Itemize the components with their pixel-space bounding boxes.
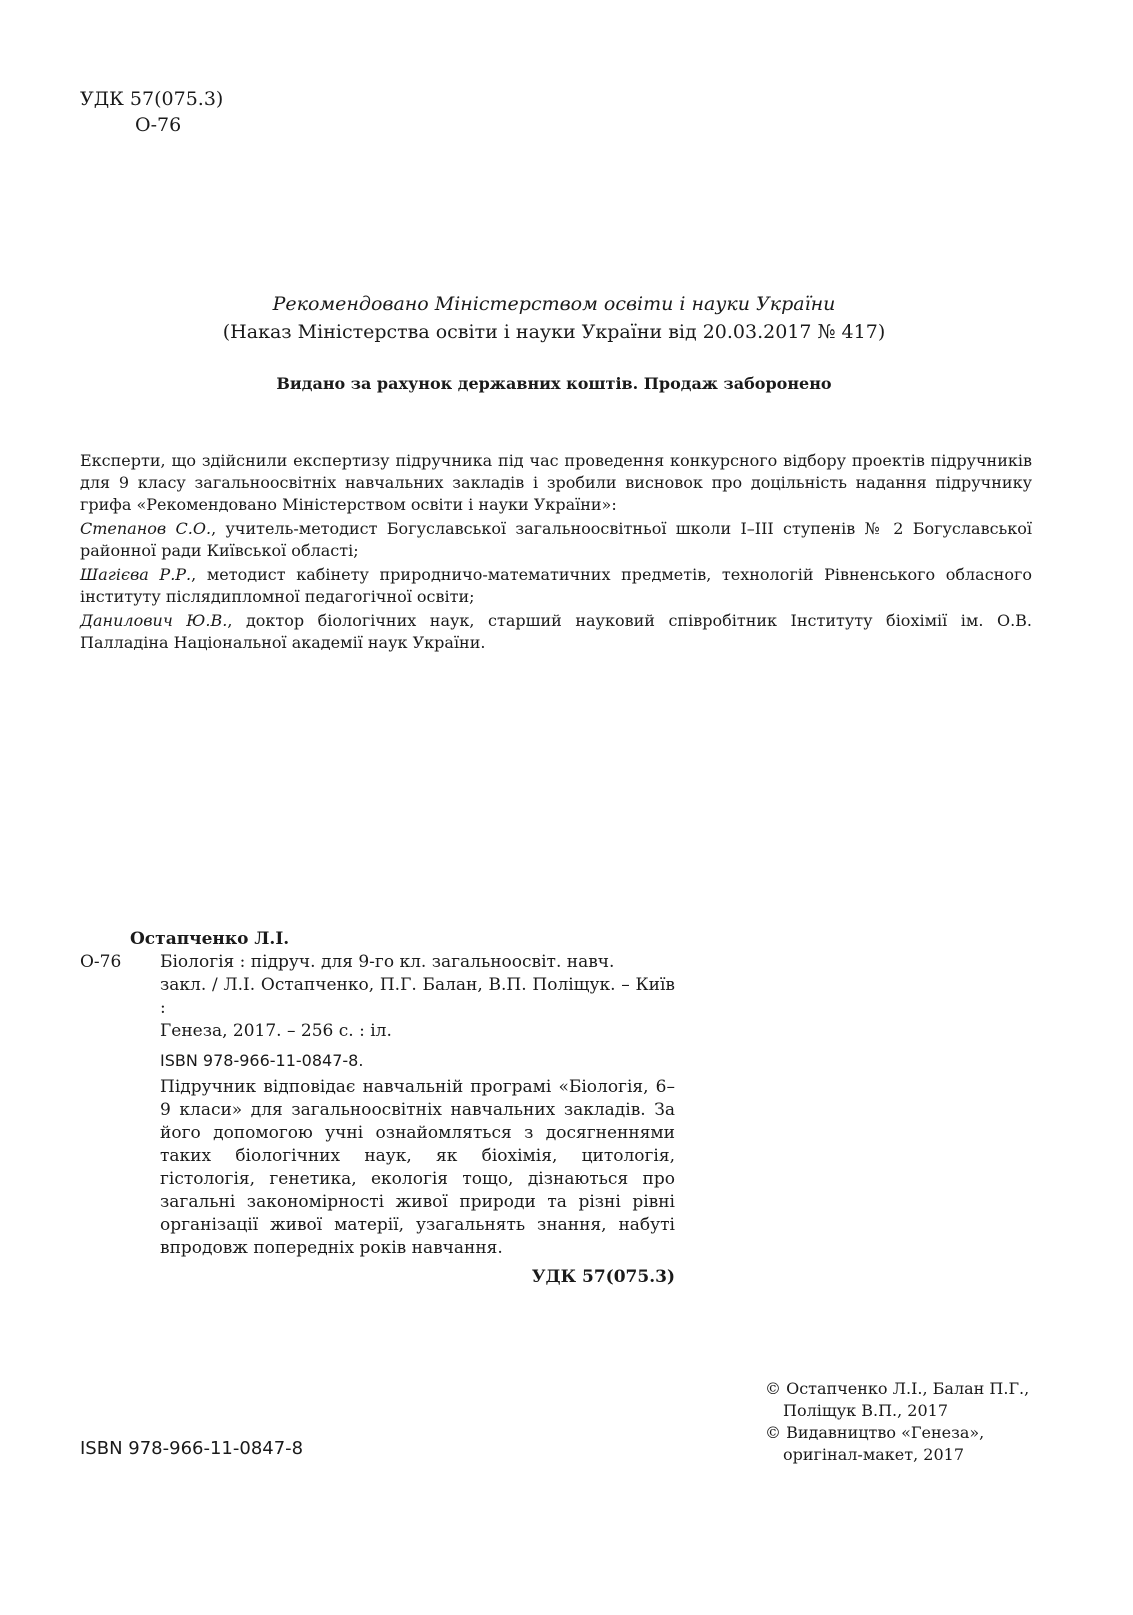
expert-description: , методист кабінету природничо-математичних предметів, технологій Рівненського обласного інституту післядипломної педагогічної освіти; xyxy=(80,565,1032,606)
expert-item xyxy=(80,518,1032,562)
record-annotation: Підручник відповідає навчальній програмі «Біологія, 6–9 класи» для загальноосвітніх навчальних закладів. За його допомогою учні ознайомляться з досягненнями таких біологічних наук, як біохімія, цитологія, гістологія, генетика, екологія тощо, дізнаються про загальні закономірності живої природи та різні рівні організації живої матерії, узагальнять знання, набуті впродовж попередніх років навчання. xyxy=(160,1077,675,1258)
record-title-line: Біологія : підруч. для 9-го кл. загальноосвіт. навч. xyxy=(160,952,615,972)
expert-item xyxy=(80,564,1032,608)
record-udk: УДК 57(075.3) xyxy=(531,1267,675,1287)
expert-name: Шагієва Р.Р. xyxy=(80,565,192,584)
record-isbn: ISBN 978-966-11-0847-8. xyxy=(160,1051,364,1070)
bibliographic-record xyxy=(80,928,675,1289)
experts-block xyxy=(80,450,1032,656)
author-sign: О-76 xyxy=(135,114,182,136)
expert-description: , учитель-методист Богуславської загальноосвітньої школи І–ІІІ ступенів № 2 Богуславської районної ради Київської області; xyxy=(80,519,1033,560)
copyright-line: © Видавництво «Генеза», xyxy=(765,1423,985,1442)
copyright-line: © Остапченко Л.І., Балан П.Г., xyxy=(765,1379,1030,1398)
expert-name: Степанов С.О. xyxy=(80,519,212,538)
udk-header xyxy=(80,86,223,138)
experts-intro: Експерти, що здійснили експертизу підручника під час проведення конкурсного відбору проектів підручників для 9 класу загальноосвітніх навчальних закладів і зробили висновок про доцільність надання підручнику грифа «Рекомендовано Міністерством освіти і науки України»: xyxy=(80,451,1032,514)
recommendation-block xyxy=(0,290,1108,346)
record-title-line: закл. / Л.І. Остапченко, П.Г. Балан, В.П. Поліщук. – Київ : xyxy=(160,975,675,1018)
record-author: Остапченко Л.І. xyxy=(130,929,290,949)
state-funded-notice: Видано за рахунок державних коштів. Продаж заборонено xyxy=(276,374,832,393)
record-title-row xyxy=(80,951,675,974)
copyright-line: оригінал-макет, 2017 xyxy=(783,1445,965,1464)
copyright-line: Поліщук В.П., 2017 xyxy=(783,1401,949,1420)
recommendation-line: Рекомендовано Міністерством освіти і науки України xyxy=(272,293,836,315)
expert-item xyxy=(80,610,1032,654)
isbn-footer: ISBN 978-966-11-0847-8 xyxy=(80,1438,304,1459)
expert-name: Данилович Ю.В. xyxy=(80,611,228,630)
udk-code: УДК 57(075.3) xyxy=(80,88,224,110)
record-title-line: Генеза, 2017. – 256 с. : іл. xyxy=(160,1021,392,1041)
record-code: О-76 xyxy=(80,952,122,972)
order-line: (Наказ Міністерства освіти і науки України від 20.03.2017 № 417) xyxy=(222,321,886,343)
expert-description: , доктор біологічних наук, старший науковий співробітник Інституту біохімії ім. О.В. Палладіна Національної академії наук України. xyxy=(80,611,1032,652)
copyright-block xyxy=(765,1378,1029,1466)
